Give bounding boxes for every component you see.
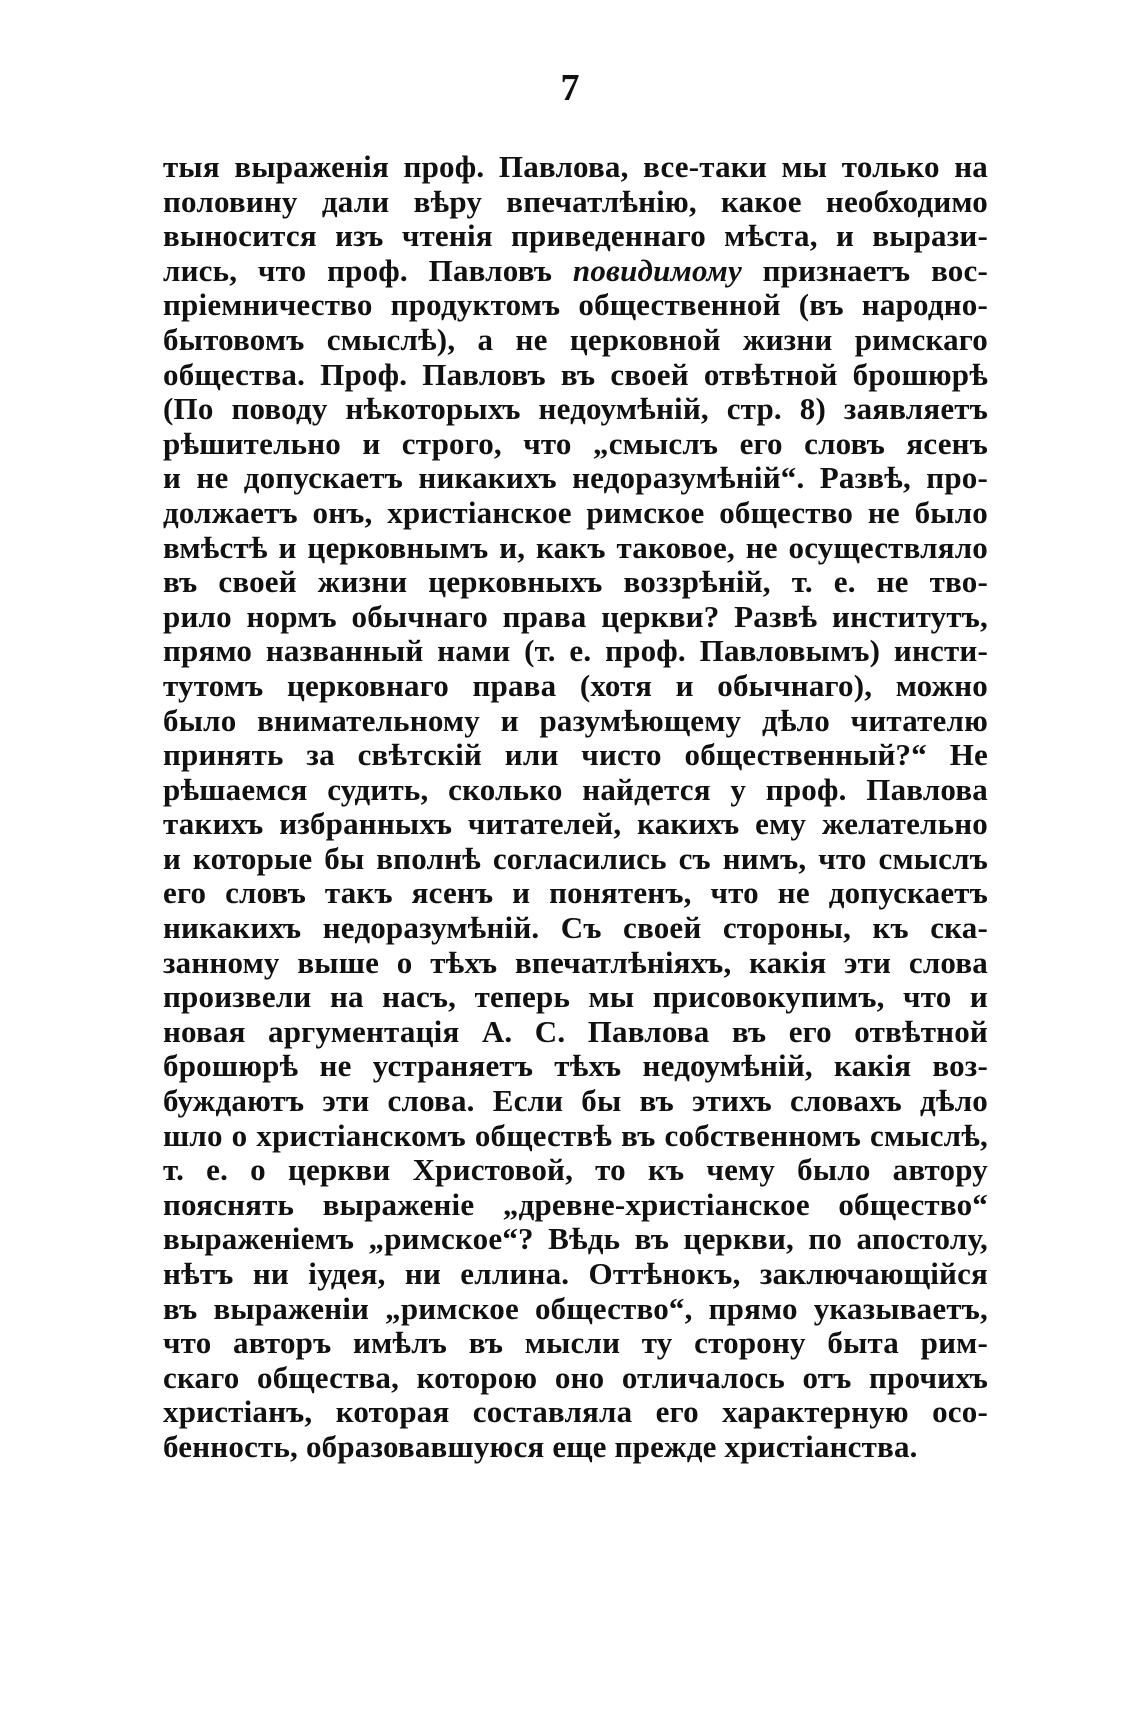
text-line: прямо названный нами (т. е. проф. Павловымъ) инсти-	[163, 633, 988, 669]
text-line: принять за свѣтскій или чисто общественный?“ Не	[163, 737, 988, 773]
emphasized-word: повидимому	[572, 252, 742, 288]
text-line: тутомъ церковнаго права (хотя и обычнаго), можно	[163, 667, 988, 703]
text-line: бытовомъ смыслѣ), а не церковной жизни римскаго	[163, 321, 988, 357]
page-number: 7	[560, 67, 580, 109]
text-line: тыя выраженія проф. Павлова, все-таки мы только на	[163, 149, 988, 184]
text-line: рило нормъ обычнаго права церкви? Развѣ институтъ,	[163, 598, 988, 634]
text-line: половину дали вѣру впечатлѣнію, какое необходимо	[163, 183, 988, 219]
body-text	[163, 150, 988, 1465]
text-line: никакихъ недоразумѣній. Съ своей стороны, къ ска-	[163, 910, 988, 946]
text-line: христіанъ, которая составляла его характерную осо-	[163, 1394, 988, 1430]
text-line: и не допускаетъ никакихъ недоразумѣній“. Развѣ, про-	[163, 460, 988, 496]
text-line-with-emphasis: лись, что проф. Павловъ повидимому признаетъ вос-	[163, 252, 988, 288]
text-line: пріемничество продуктомъ общественной (въ народно-	[163, 287, 988, 323]
text-line: было внимательному и разумѣющему дѣло читателю	[163, 702, 988, 738]
text-line: должаетъ онъ, христіанское римское общество не было	[163, 494, 988, 530]
text-line: и которые бы вполнѣ согласились съ нимъ, что смыслъ	[163, 840, 988, 876]
text-line: рѣшаемся судить, сколько найдется у проф. Павлова	[163, 771, 988, 807]
text-line: буждаютъ эти слова. Если бы въ этихъ словахъ дѣло	[163, 1083, 988, 1119]
text-line: общества. Проф. Павловъ въ своей отвѣтной брошюрѣ	[163, 356, 988, 392]
text-line: произвели на насъ, теперь мы присовокупимъ, что и	[163, 979, 988, 1015]
text-line: въ выраженіи „римское общество“, прямо указываетъ,	[163, 1290, 988, 1326]
text-line: рѣшительно и строго, что „смыслъ его словъ ясенъ	[163, 425, 988, 461]
text-line: (По поводу нѣкоторыхъ недоумѣній, стр. 8) заявляетъ	[163, 391, 988, 427]
text-line: шло о христіанскомъ обществѣ въ собственномъ смыслѣ,	[163, 1117, 988, 1153]
text-line: новая аргументація А. С. Павлова въ его отвѣтной	[163, 1013, 988, 1049]
text-line: скаго общества, которою оно отличалось отъ прочихъ	[163, 1359, 988, 1395]
text-line: его словъ такъ ясенъ и понятенъ, что не допускаетъ	[163, 875, 988, 911]
text-line: выносится изъ чтенія приведеннаго мѣста, и вырази-	[163, 218, 988, 254]
text-line: занному выше о тѣхъ впечатлѣніяхъ, какія эти слова	[163, 944, 988, 980]
text-line-last: бенность, образовавшуюся еще прежде христіанства.	[163, 1428, 918, 1464]
text-line: въ своей жизни церковныхъ воззрѣній, т. е. не тво-	[163, 564, 988, 600]
text-line: т. е. о церкви Христовой, то къ чему было автору	[163, 1152, 988, 1188]
text-line: выраженіемъ „римское“? Вѣдь въ церкви, по апостолу,	[163, 1221, 988, 1257]
text-line: такихъ избранныхъ читателей, какихъ ему желательно	[163, 806, 988, 842]
text-line: пояснять выраженіе „древне-христіанское общество“	[163, 1186, 988, 1222]
text-line: вмѣстѣ и церковнымъ и, какъ таковое, не осуществляло	[163, 529, 988, 565]
text-line: нѣтъ ни іудея, ни еллина. Оттѣнокъ, заключающійся	[163, 1256, 988, 1291]
text-line: что авторъ имѣлъ въ мысли ту сторону быта рим-	[163, 1325, 988, 1361]
text-line: брошюрѣ не устраняетъ тѣхъ недоумѣній, какія воз-	[163, 1048, 988, 1084]
